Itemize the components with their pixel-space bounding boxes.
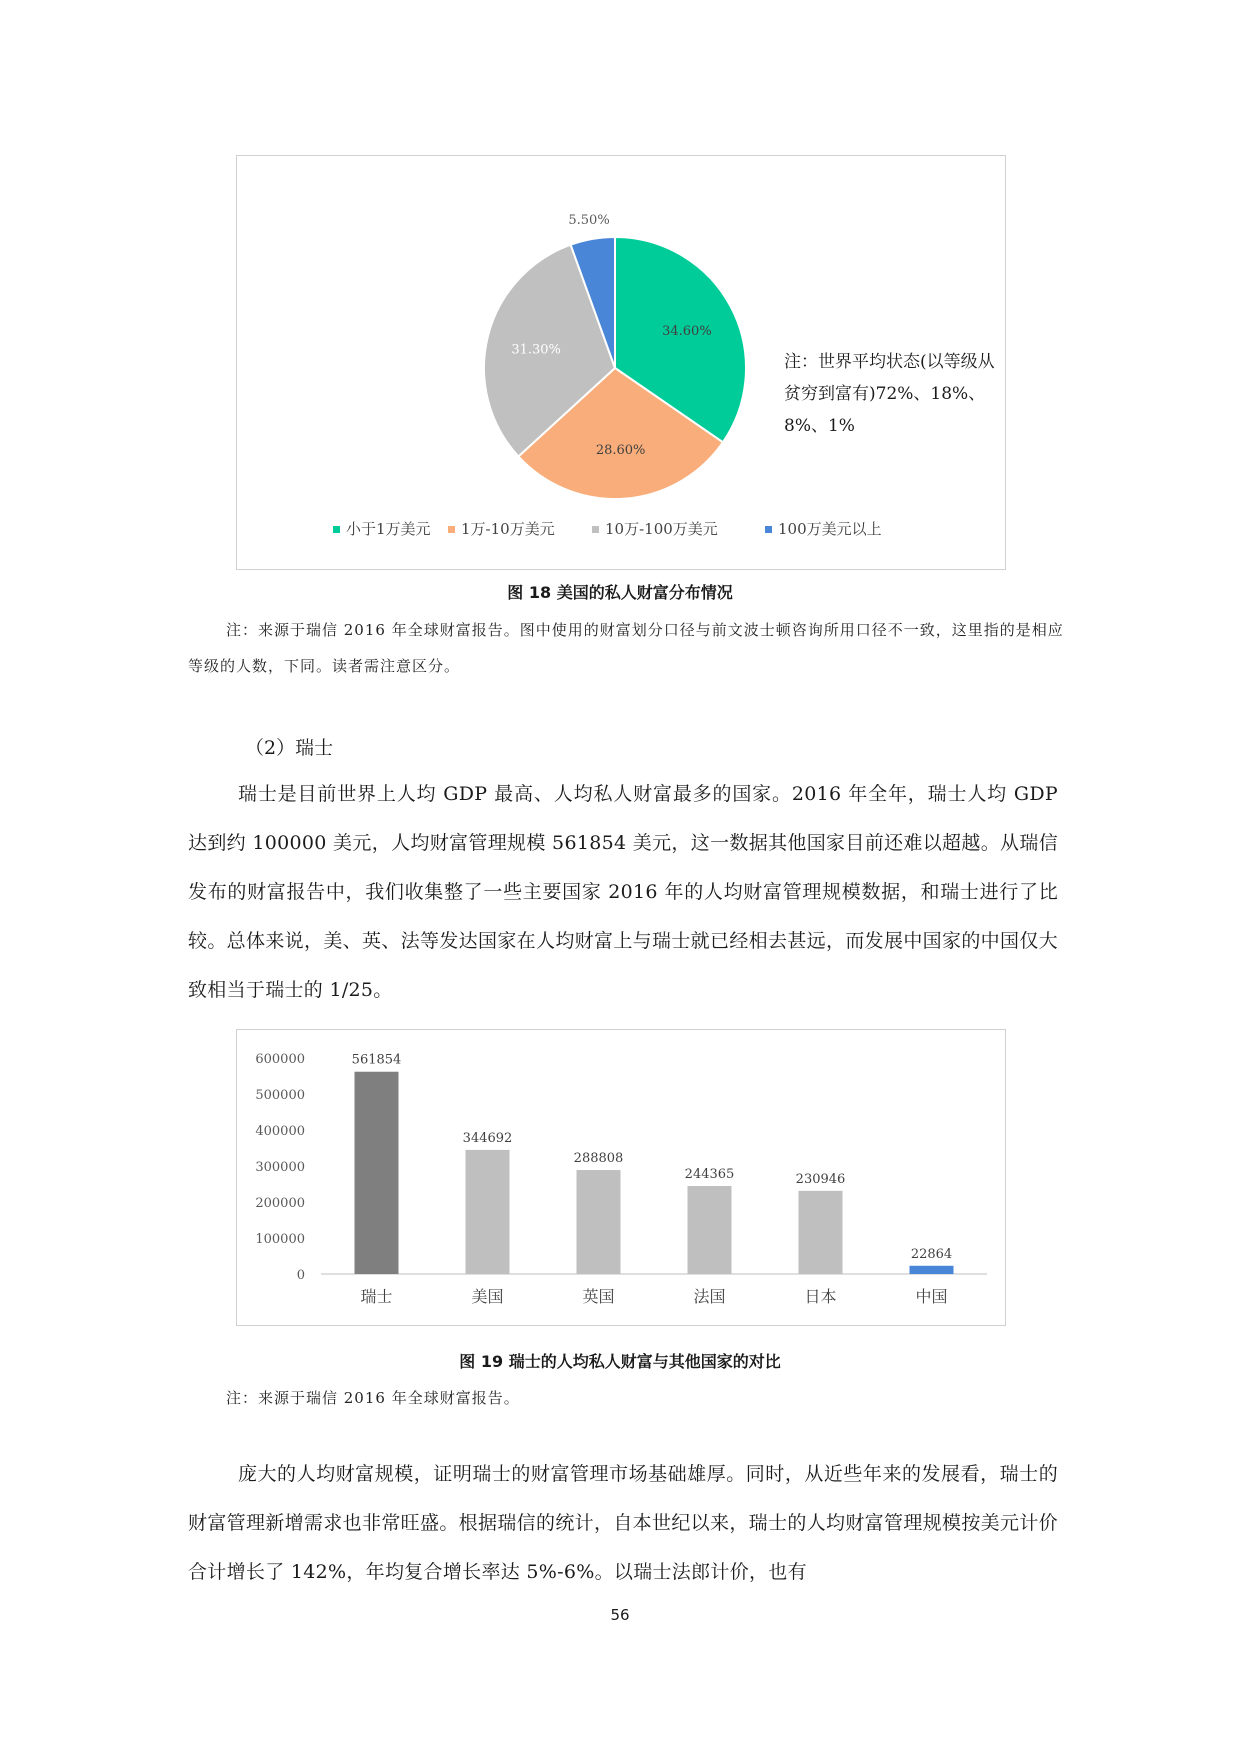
legend-swatch bbox=[592, 526, 599, 533]
pie-data-label: 28.60% bbox=[595, 443, 646, 459]
y-tick-label: 600000 bbox=[255, 1052, 305, 1067]
pie-data-label: 5.50% bbox=[568, 213, 610, 229]
pie-data-label: 31.30% bbox=[511, 342, 561, 358]
x-tick-label: 中国 bbox=[915, 1287, 948, 1306]
y-tick-label: 100000 bbox=[255, 1232, 305, 1247]
bar bbox=[355, 1072, 399, 1274]
paragraph-1: 瑞士是目前世界上人均 GDP 最高、人均私人财富最多的国家。2016 年全年，瑞士人均 GDP 达到约 100000 美元，人均财富管理规模 561854 美元，这一数据其他国家目前还难以超越。从瑞信发布的财富报告中，我们收集整了一些主要国家 2016 年的人均财富管理规模数据，和瑞士进行了比较。总体来说，美、英、法等发达国家在人均财富上与瑞士就已经相去甚远，而发展中国家的中国仅大致相当于瑞士的 1/25。 bbox=[188, 783, 1058, 1001]
section-title: （2）瑞士 bbox=[245, 737, 334, 759]
bar-chart bbox=[237, 1030, 1005, 1325]
bar bbox=[799, 1191, 843, 1274]
figure-18-source-note: 注：来源于瑞信 2016 年全球财富报告。图中使用的财富划分口径与前文波士顿咨询所用口径不一致，这里指的是相应等级的人数，下同。读者需注意区分。 bbox=[188, 621, 1064, 675]
x-tick-label: 法国 bbox=[693, 1287, 726, 1306]
bar bbox=[466, 1150, 510, 1274]
figure-19-source-note: 注：来源于瑞信 2016 年全球财富报告。 bbox=[226, 1389, 520, 1407]
pie-data-label: 34.60% bbox=[662, 324, 712, 340]
bar-data-label: 22864 bbox=[910, 1246, 953, 1262]
y-tick-label: 400000 bbox=[255, 1124, 305, 1139]
y-tick-label: 200000 bbox=[255, 1196, 305, 1211]
figure-18-caption: 图 18 美国的私人财富分布情况 bbox=[507, 583, 733, 602]
x-tick-label: 瑞士 bbox=[360, 1287, 393, 1306]
legend-label: 小于1万美元 bbox=[346, 520, 431, 538]
y-tick-label: 0 bbox=[296, 1268, 305, 1283]
bar-data-label: 230946 bbox=[795, 1171, 846, 1187]
legend-swatch bbox=[333, 526, 340, 533]
y-tick-label: 300000 bbox=[255, 1160, 305, 1175]
x-tick-label: 日本 bbox=[804, 1287, 837, 1306]
legend-swatch bbox=[448, 526, 455, 533]
figure-19-caption: 图 19 瑞士的人均私人财富与其他国家的对比 bbox=[459, 1352, 781, 1371]
page-number: 56 bbox=[610, 1606, 630, 1624]
x-tick-label: 英国 bbox=[582, 1287, 615, 1306]
bar bbox=[688, 1186, 732, 1274]
bar-data-label: 288808 bbox=[573, 1151, 624, 1167]
bar-chart-frame bbox=[236, 1029, 1006, 1326]
legend-label: 10万-100万美元 bbox=[605, 520, 718, 538]
bar-data-label: 244365 bbox=[684, 1167, 735, 1183]
x-tick-label: 美国 bbox=[471, 1287, 504, 1306]
y-tick-label: 500000 bbox=[255, 1088, 305, 1103]
bar bbox=[910, 1266, 954, 1274]
paragraph-2: 庞大的人均财富规模，证明瑞士的财富管理市场基础雄厚。同时，从近些年来的发展看，瑞士的财富管理新增需求也非常旺盛。根据瑞信的统计，自本世纪以来，瑞士的人均财富管理规模按美元计价合计增长了 142%，年均复合增长率达 5%-6%。以瑞士法郎计价，也有 bbox=[188, 1463, 1058, 1583]
pie-side-note: 注：世界平均状态(以等级从贫穷到富有)72%、18%、8%、1% bbox=[784, 352, 995, 436]
bar-data-label: 561854 bbox=[351, 1052, 402, 1068]
bar-data-label: 344692 bbox=[462, 1130, 513, 1146]
legend-label: 100万美元以上 bbox=[778, 520, 882, 538]
legend-label: 1万-10万美元 bbox=[461, 520, 555, 538]
legend-swatch bbox=[765, 526, 772, 533]
bar bbox=[577, 1170, 621, 1274]
